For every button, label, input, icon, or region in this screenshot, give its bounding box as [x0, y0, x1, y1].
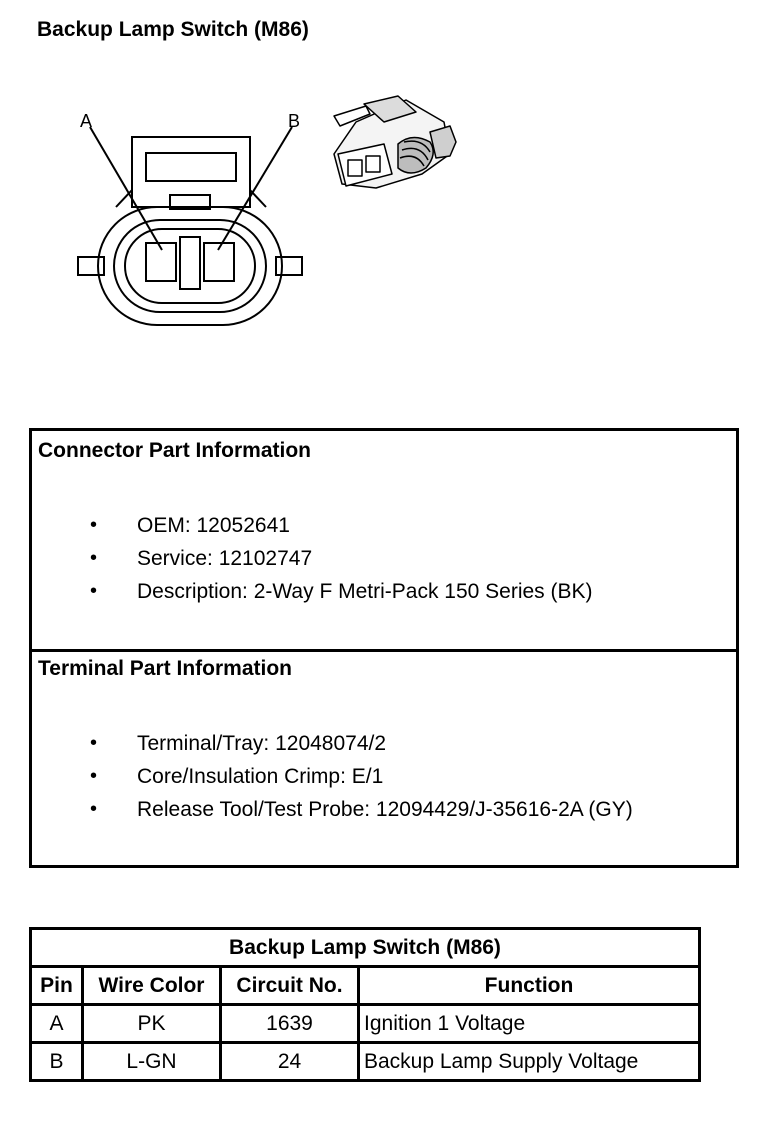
- terminal-crimp: Core/Insulation Crimp: E/1: [137, 765, 384, 788]
- connector-oem: OEM: 12052641: [137, 514, 290, 537]
- terminal-release-tool: Release Tool/Test Probe: 12094429/J-35616-2A (GY): [137, 798, 633, 821]
- list-item: [32, 575, 593, 608]
- pin-table: [29, 927, 701, 1082]
- terminal-tray: Terminal/Tray: 12048074/2: [137, 732, 387, 755]
- table-row: [31, 1005, 700, 1043]
- connector-info-heading: Connector Part Information: [38, 439, 312, 462]
- page-title: Backup Lamp Switch (M86): [37, 18, 309, 41]
- connector-info-list: [32, 509, 593, 608]
- bullet-icon: •: [90, 514, 98, 536]
- column-header-circuit: Circuit No.: [221, 967, 359, 1005]
- bullet-icon: •: [90, 580, 98, 602]
- table-title: Backup Lamp Switch (M86): [31, 929, 700, 967]
- column-header-wire-color: Wire Color: [83, 967, 221, 1005]
- cell-pin: A: [31, 1005, 83, 1043]
- bullet-icon: •: [90, 765, 98, 787]
- column-header-function: Function: [359, 967, 700, 1005]
- list-item: [32, 727, 633, 760]
- connector-face-diagram: [70, 105, 310, 340]
- cell-wire-color: PK: [83, 1005, 221, 1043]
- terminal-info-list: [32, 727, 633, 826]
- terminal-part-information: [32, 649, 736, 865]
- cell-circuit: 1639: [221, 1005, 359, 1043]
- pin-b-label: B: [288, 111, 301, 131]
- bullet-icon: •: [90, 547, 98, 569]
- connector-service: Service: 12102747: [137, 547, 313, 570]
- list-item: [32, 509, 593, 542]
- cell-wire-color: L-GN: [83, 1043, 221, 1081]
- bullet-icon: •: [90, 732, 98, 754]
- bullet-icon: •: [90, 798, 98, 820]
- list-item: [32, 793, 633, 826]
- table-header-row: [31, 967, 700, 1005]
- cell-function: Backup Lamp Supply Voltage: [359, 1043, 700, 1081]
- cell-function: Ignition 1 Voltage: [359, 1005, 700, 1043]
- connector-description: Description: 2-Way F Metri-Pack 150 Series (BK): [137, 580, 593, 603]
- terminal-info-heading: Terminal Part Information: [38, 657, 292, 680]
- table-row: [31, 1043, 700, 1081]
- connector-part-information: [32, 431, 736, 652]
- connector-isometric-diagram: [326, 92, 466, 202]
- list-item: [32, 760, 633, 793]
- column-header-pin: Pin: [31, 967, 83, 1005]
- cell-circuit: 24: [221, 1043, 359, 1081]
- list-item: [32, 542, 593, 575]
- cell-pin: B: [31, 1043, 83, 1081]
- pin-a-label: A: [80, 111, 93, 131]
- part-information-box: [29, 428, 739, 868]
